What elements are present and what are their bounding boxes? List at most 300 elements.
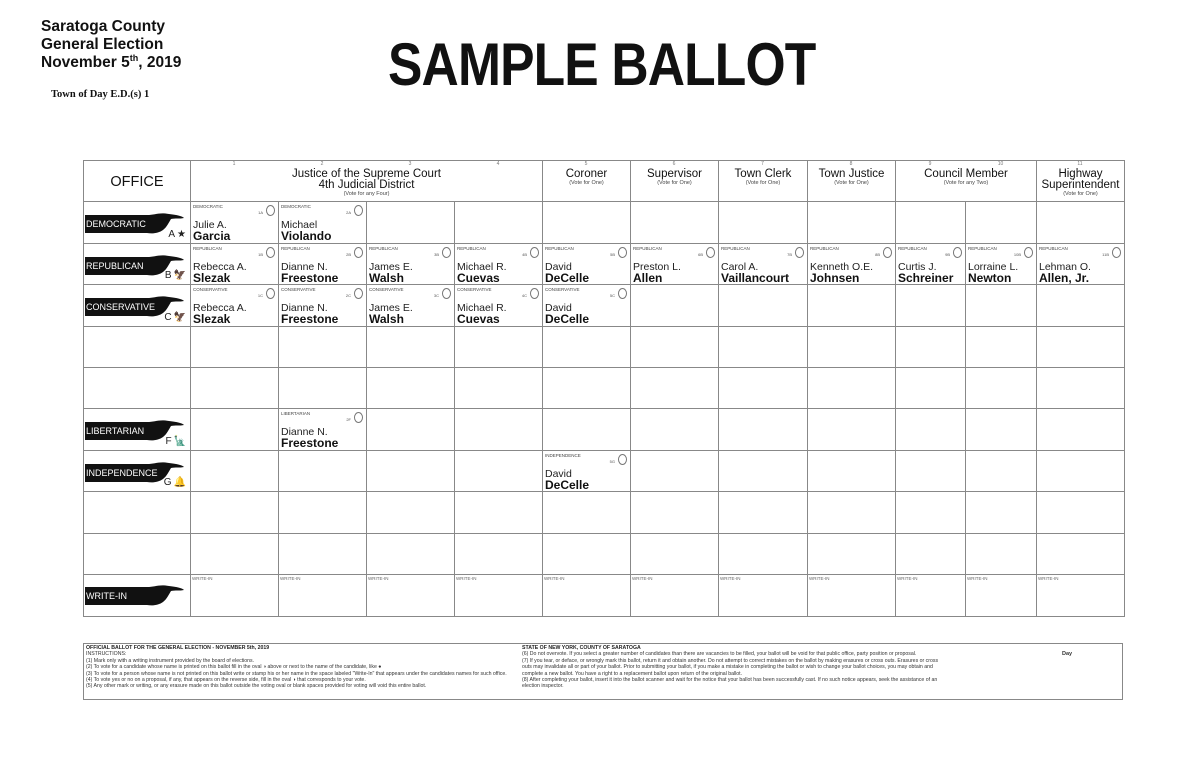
vote-oval[interactable] xyxy=(266,205,275,216)
write-in-cell[interactable] xyxy=(718,575,807,617)
office-column-header: OFFICE xyxy=(110,173,164,190)
ballot-cell xyxy=(895,285,965,326)
candidate-first-name: David xyxy=(545,261,572,273)
candidate-first-name: Dianne N. xyxy=(281,302,328,314)
instructions-right-title: STATE OF NEW YORK, COUNTY OF SARATOGA xyxy=(522,645,641,651)
write-in-label: WRITE-IN xyxy=(809,576,830,581)
write-in-cell[interactable] xyxy=(895,575,965,617)
ballot-cell xyxy=(965,202,1036,243)
ballot-position: 5G xyxy=(609,459,615,464)
candidate-last-name: DeCelle xyxy=(545,271,590,285)
row-letter: F xyxy=(165,436,172,447)
ballot-position: 4C xyxy=(521,293,527,298)
office-name-line2: Superintendent xyxy=(1041,179,1120,191)
instruction-line: (7) If you tear, or deface, or wrongly mark this ballot, return it and obtain another. Do not attempt to correct mistakes on the ballot by making erasures or cross outs. Erasures or cross outs may invalidate all or part of your ballot. Prior to submitting your ballot, if you make a mistake in completing the ballot or wish to change your ballot choices, you may obtain and complete a new ballot. You have a right to a replacement ballot upon return of the original ballot. xyxy=(522,657,939,677)
ballot-cell xyxy=(454,327,542,367)
ballot-cell xyxy=(542,285,630,326)
column-number: 3 xyxy=(408,161,412,167)
party-row-letter xyxy=(165,436,186,447)
candidate-4b xyxy=(455,244,542,284)
candidate-7b xyxy=(719,244,807,284)
ballot-cell xyxy=(1036,244,1124,284)
party-row xyxy=(84,575,1124,617)
ballot-cell xyxy=(630,202,718,243)
candidate-first-name: Lehman O. xyxy=(1039,261,1091,273)
ballot-cell xyxy=(965,534,1036,574)
ballot-cell xyxy=(278,368,366,408)
party-row xyxy=(84,285,1124,327)
candidate-party: REPUBLICAN xyxy=(898,246,927,251)
party-name: CONSERVATIVE xyxy=(86,302,156,312)
candidate-first-name: Preston L. xyxy=(633,261,681,273)
party-name: DEMOCRATIC xyxy=(86,219,146,229)
ballot-cell xyxy=(1036,534,1124,574)
ballot-cell xyxy=(630,534,718,574)
instructions-panel xyxy=(83,643,1123,700)
ballot-cell xyxy=(630,244,718,284)
column-number: 6 xyxy=(672,161,676,167)
office-name: Justice of the Supreme Court xyxy=(292,168,441,180)
column-number: 4 xyxy=(496,161,500,167)
ballot-position: 5C xyxy=(609,293,615,298)
instructions-right xyxy=(522,645,942,690)
ballot-position: 1C xyxy=(257,293,263,298)
candidate-first-name: Curtis J. xyxy=(898,261,937,273)
ballot-position: 10B xyxy=(1013,252,1021,257)
write-in-label: WRITE-IN xyxy=(1038,576,1059,581)
party-label-blank xyxy=(84,492,190,533)
candidate-8b xyxy=(808,244,895,284)
page-title: SAMPLE BALLOT xyxy=(388,31,816,98)
eagle-icon: 🦅 xyxy=(173,312,186,323)
candidate-last-name: Slezak xyxy=(193,312,231,326)
candidate-last-name: Allen xyxy=(633,271,663,285)
ballot-cell xyxy=(1036,492,1124,533)
ballot-cell xyxy=(718,368,807,408)
ballot-cell xyxy=(542,327,630,367)
ballot-cell xyxy=(807,244,895,284)
office-header-0 xyxy=(190,161,542,201)
ballot-cell xyxy=(718,244,807,284)
ballot-position: 2A xyxy=(346,210,351,215)
party-name: WRITE-IN xyxy=(86,591,127,601)
ballot-cell xyxy=(718,409,807,450)
party-name: REPUBLICAN xyxy=(86,261,144,271)
ballot-cell xyxy=(454,492,542,533)
row-letter: A xyxy=(168,229,176,240)
candidate-last-name: Slezak xyxy=(193,271,231,285)
candidate-3b xyxy=(367,244,454,284)
column-number: 2 xyxy=(320,161,324,167)
party-row xyxy=(84,368,1124,409)
party-row xyxy=(84,202,1124,244)
ballot-cell xyxy=(454,409,542,450)
ballot-cell xyxy=(278,534,366,574)
ballot-cell xyxy=(190,202,278,243)
ballot-cell xyxy=(190,409,278,450)
ballot-cell xyxy=(542,368,630,408)
town-name: Day xyxy=(1062,651,1073,657)
star-icon: ★ xyxy=(177,229,186,240)
ballot-cell xyxy=(454,451,542,491)
candidate-first-name: James E. xyxy=(369,302,413,314)
ballot-cell xyxy=(895,534,965,574)
vote-oval[interactable] xyxy=(530,288,539,299)
ballot-cell xyxy=(630,409,718,450)
office-header-4 xyxy=(807,161,895,201)
ballot-cell xyxy=(366,327,454,367)
party-row xyxy=(84,327,1124,368)
ballot-cell xyxy=(807,534,895,574)
office-header-1 xyxy=(542,161,630,201)
candidate-party: REPUBLICAN xyxy=(968,246,997,251)
office-title xyxy=(896,161,1036,187)
office-name: Town Clerk xyxy=(734,168,792,180)
office-header-5 xyxy=(895,161,1036,201)
candidate-first-name: Rebecca A. xyxy=(193,261,247,273)
candidate-1b xyxy=(191,244,278,284)
column-number: 11 xyxy=(1077,161,1083,167)
ballot-position: 5B xyxy=(610,252,615,257)
vote-oval[interactable] xyxy=(530,247,539,258)
row-letter: B xyxy=(164,270,172,281)
party-label-democratic xyxy=(84,202,190,243)
party-row xyxy=(84,492,1124,534)
ballot-position: 1A xyxy=(258,210,263,215)
ballot-cell xyxy=(190,327,278,367)
candidate-1c xyxy=(191,285,278,326)
ballot-cell xyxy=(895,451,965,491)
vote-oval[interactable] xyxy=(266,288,275,299)
ballot-cell xyxy=(630,327,718,367)
party-row-letter xyxy=(168,229,186,240)
column-number: 1 xyxy=(232,161,236,167)
instruction-line: (2) To vote for a candidate whose name is printed on this ballot fill in the oval ◑ above or next to the name of the candidate, like ● xyxy=(86,664,382,671)
office-name-line2: 4th Judicial District xyxy=(318,179,415,191)
ballot-cell xyxy=(278,492,366,533)
candidate-first-name: Kenneth O.E. xyxy=(810,261,874,273)
candidate-last-name: Cuevas xyxy=(457,271,500,285)
ballot-cell xyxy=(630,451,718,491)
write-in-cell[interactable] xyxy=(965,575,1036,617)
vote-oval[interactable] xyxy=(354,412,363,423)
write-in-label: WRITE-IN xyxy=(967,576,988,581)
candidate-last-name: Newton xyxy=(968,271,1012,285)
ballot-cell xyxy=(965,327,1036,367)
ballot-cell xyxy=(895,327,965,367)
ballot-cell xyxy=(965,492,1036,533)
ballot-position: 6B xyxy=(698,252,703,257)
write-in-label: WRITE-IN xyxy=(544,576,565,581)
candidate-last-name: Freestone xyxy=(281,271,339,285)
ballot-cell xyxy=(1036,368,1124,408)
ballot-cell xyxy=(718,202,807,243)
ballot-cell xyxy=(895,368,965,408)
party-label-libertarian xyxy=(84,409,190,450)
ballot-cell xyxy=(630,285,718,326)
office-name: Town Justice xyxy=(818,168,885,180)
vote-oval[interactable] xyxy=(706,247,715,258)
ballot-cell xyxy=(366,451,454,491)
office-header-2 xyxy=(630,161,718,201)
ballot-grid xyxy=(83,160,1125,617)
ballot-position: 4B xyxy=(522,252,527,257)
candidate-last-name: Freestone xyxy=(281,312,339,326)
candidate-last-name: Garcia xyxy=(193,229,231,243)
office-name: Supervisor xyxy=(647,168,702,180)
ballot-cell xyxy=(366,368,454,408)
ballot-cell xyxy=(718,451,807,491)
column-number: 9 xyxy=(928,161,932,167)
ballot-cell xyxy=(278,244,366,284)
candidate-5g xyxy=(543,451,630,491)
ballot-cell xyxy=(965,285,1036,326)
ballot-cell xyxy=(366,534,454,574)
candidate-1a xyxy=(191,202,278,243)
candidate-party: CONSERVATIVE xyxy=(281,287,316,292)
ballot-cell xyxy=(807,368,895,408)
ballot-cell xyxy=(190,534,278,574)
party-row xyxy=(84,409,1124,451)
ballot-position: 2C xyxy=(345,293,351,298)
ballot-cell xyxy=(965,368,1036,408)
ballot-cell xyxy=(718,492,807,533)
election-heading xyxy=(41,18,181,72)
vote-instruction: (Vote for any Four) xyxy=(343,191,390,197)
candidate-party: LIBERTARIAN xyxy=(281,411,311,416)
ballot-cell xyxy=(542,534,630,574)
office-header-3 xyxy=(718,161,807,201)
candidate-first-name: Michael R. xyxy=(457,302,507,314)
column-number: 8 xyxy=(849,161,853,167)
ballot-position: 11B xyxy=(1102,252,1109,257)
write-in-label: WRITE-IN xyxy=(632,576,653,581)
candidate-first-name: Michael xyxy=(281,219,318,231)
candidate-first-name: Julie A. xyxy=(193,219,227,231)
candidate-9b xyxy=(896,244,965,284)
write-in-cell[interactable] xyxy=(190,575,278,617)
candidate-5b xyxy=(543,244,630,284)
ballot-cell xyxy=(190,451,278,491)
write-in-label: WRITE-IN xyxy=(280,576,301,581)
party-label-blank xyxy=(84,327,190,367)
ballot-cell xyxy=(542,451,630,491)
ballot-cell xyxy=(454,534,542,574)
candidate-2c xyxy=(279,285,366,326)
candidate-party: CONSERVATIVE xyxy=(369,287,404,292)
vote-oval[interactable] xyxy=(442,288,451,299)
candidate-last-name: Cuevas xyxy=(457,312,500,326)
ballot-cell xyxy=(630,368,718,408)
instruction-line: (3) To vote for a person whose name is not printed on this ballot write or stamp his or her name in the space labeled "Write-In" that appears under the candidates names for such office. xyxy=(86,670,507,677)
candidate-first-name: Dianne N. xyxy=(281,261,328,273)
vote-instruction: (Vote for any Two) xyxy=(943,180,989,186)
vote-oval[interactable] xyxy=(1024,247,1033,258)
vote-oval[interactable] xyxy=(618,454,627,465)
ballot-cell xyxy=(895,492,965,533)
write-in-label: WRITE-IN xyxy=(368,576,389,581)
office-header-6 xyxy=(1036,161,1124,201)
vote-oval[interactable] xyxy=(266,247,275,258)
candidate-party: REPUBLICAN xyxy=(193,246,222,251)
ballot-cell xyxy=(366,285,454,326)
candidate-last-name: DeCelle xyxy=(545,478,590,492)
district-label: Town of Day E.D.(s) 1 xyxy=(51,89,150,100)
ballot-cell xyxy=(1036,451,1124,491)
office-title xyxy=(191,161,542,198)
ballot-cell xyxy=(807,202,895,243)
candidate-party: REPUBLICAN xyxy=(633,246,662,251)
vote-oval[interactable] xyxy=(354,247,363,258)
instruction-line: (6) Do not overvote. If you select a greater number of candidates than there are vacancies to be filled, your ballot will be void for that public office, party position or proposal. xyxy=(522,651,917,658)
office-header-row xyxy=(84,161,1124,202)
ballot-cell xyxy=(718,327,807,367)
vote-oval[interactable] xyxy=(354,288,363,299)
candidate-last-name: Freestone xyxy=(281,436,339,450)
write-in-label: WRITE-IN xyxy=(897,576,918,581)
candidate-2f xyxy=(279,409,366,450)
ballot-position: 7B xyxy=(787,252,792,257)
ballot-cell xyxy=(278,451,366,491)
party-label-blank xyxy=(84,368,190,408)
vote-oval[interactable] xyxy=(795,247,804,258)
candidate-last-name: Walsh xyxy=(369,312,404,326)
eagle-icon: 🦅 xyxy=(173,270,186,281)
candidate-party: CONSERVATIVE xyxy=(457,287,492,292)
ballot-cell xyxy=(454,368,542,408)
ballot-cell xyxy=(190,492,278,533)
candidate-first-name: David xyxy=(545,468,572,480)
instruction-line: (8) After completing your ballot, insert it into the ballot scanner and wait for the notice that your ballot has been successfully cast. If no such notice appears, seek the assistance of an election inspector. xyxy=(522,677,938,690)
candidate-party: REPUBLICAN xyxy=(545,246,574,251)
vote-oval[interactable] xyxy=(442,247,451,258)
write-in-label: WRITE-IN xyxy=(192,576,213,581)
ballot-cell xyxy=(1036,327,1124,367)
ballot-cell xyxy=(895,244,965,284)
ballot-position: 2F xyxy=(346,417,351,422)
ballot-cell xyxy=(278,409,366,450)
election-date: November 5th, 2019 xyxy=(41,52,182,71)
write-in-cell[interactable] xyxy=(454,575,542,617)
vote-oval[interactable] xyxy=(1112,247,1121,258)
ballot-cell xyxy=(1036,409,1124,450)
write-in-cell[interactable] xyxy=(366,575,454,617)
party-row-letter xyxy=(164,312,186,323)
candidate-10b xyxy=(966,244,1036,284)
party-row xyxy=(84,244,1124,285)
ballot-cell xyxy=(454,244,542,284)
candidate-6b xyxy=(631,244,718,284)
ballot-cell xyxy=(807,492,895,533)
party-name: LIBERTARIAN xyxy=(86,426,145,436)
ballot-cell xyxy=(542,409,630,450)
candidate-last-name: Walsh xyxy=(369,271,404,285)
write-in-cell[interactable] xyxy=(1036,575,1124,617)
candidate-party: REPUBLICAN xyxy=(281,246,310,251)
ballot-cell xyxy=(965,244,1036,284)
ballot-cell xyxy=(278,285,366,326)
candidate-first-name: Dianne N. xyxy=(281,426,328,438)
candidate-party: REPUBLICAN xyxy=(810,246,839,251)
ballot-position: 8B xyxy=(875,252,880,257)
vote-instruction: (Vote for One) xyxy=(745,180,781,186)
ballot-cell xyxy=(542,202,630,243)
party-row xyxy=(84,451,1124,492)
ballot-cell xyxy=(542,244,630,284)
party-label-blank xyxy=(84,534,190,574)
ballot-cell xyxy=(366,244,454,284)
election-name: General Election xyxy=(41,36,164,53)
party-label-conservative xyxy=(84,285,190,326)
party-label-independence xyxy=(84,451,190,491)
candidate-last-name: Vaillancourt xyxy=(721,271,790,285)
party-label-republican xyxy=(84,244,190,284)
candidate-party: DEMOCRATIC xyxy=(281,204,311,209)
vote-oval[interactable] xyxy=(354,205,363,216)
party-row-letter xyxy=(164,477,186,488)
candidate-2b xyxy=(279,244,366,284)
candidate-party: CONSERVATIVE xyxy=(193,287,228,292)
vote-oval[interactable] xyxy=(883,247,892,258)
candidate-last-name: Allen, Jr. xyxy=(1039,271,1090,285)
ballot-cell xyxy=(454,202,542,243)
write-in-cell[interactable] xyxy=(807,575,895,617)
statue-icon: 🗽 xyxy=(173,436,186,447)
ballot-position: 3B xyxy=(434,252,439,257)
ballot-cell xyxy=(190,368,278,408)
vote-instruction: (Vote for One) xyxy=(1063,191,1098,197)
column-number: 7 xyxy=(761,161,764,167)
ballot-cell xyxy=(965,409,1036,450)
instruction-line: (5) Any other mark or writing, or any erasure made on this ballot outside the voting oval or blank spaces provided for voting will void this entire ballot. xyxy=(86,683,427,690)
ballot-cell xyxy=(965,451,1036,491)
party-name: INDEPENDENCE xyxy=(86,468,158,478)
ballot-cell xyxy=(807,409,895,450)
ballot-cell xyxy=(190,285,278,326)
instruction-line: INSTRUCTIONS: xyxy=(86,651,127,658)
ballot-cell xyxy=(718,534,807,574)
ballot-position: 3C xyxy=(433,293,439,298)
write-in-cell[interactable] xyxy=(630,575,718,617)
write-in-cell[interactable] xyxy=(542,575,630,617)
ballot-cell xyxy=(366,492,454,533)
party-label-write-in xyxy=(84,575,190,617)
candidate-last-name: Schreiner xyxy=(898,271,954,285)
county-name: Saratoga County xyxy=(41,18,166,35)
vote-oval[interactable] xyxy=(953,247,962,258)
write-in-label: WRITE-IN xyxy=(720,576,741,581)
ballot-cell xyxy=(366,202,454,243)
ballot-cell xyxy=(278,202,366,243)
candidate-party: REPUBLICAN xyxy=(721,246,750,251)
write-in-cell[interactable] xyxy=(278,575,366,617)
candidate-first-name: James E. xyxy=(369,261,413,273)
ballot-cell xyxy=(807,451,895,491)
instruction-line: (4) To vote yes or no on a proposal, if any, that appears on the reverse side, fill in the oval ◑ that corresponds to your vote. xyxy=(86,677,366,684)
candidate-first-name: Rebecca A. xyxy=(193,302,247,314)
vote-instruction: (Vote for One) xyxy=(834,180,869,186)
row-letter: G xyxy=(163,477,172,488)
vote-oval[interactable] xyxy=(618,247,627,258)
ballot-cell xyxy=(1036,202,1124,243)
candidate-2a xyxy=(279,202,366,243)
ballot-cell xyxy=(807,285,895,326)
vote-oval[interactable] xyxy=(618,288,627,299)
write-in-label: WRITE-IN xyxy=(456,576,477,581)
ballot-position: 9B xyxy=(945,252,950,257)
candidate-last-name: Johnsen xyxy=(810,271,860,285)
candidate-party: INDEPENDENCE xyxy=(545,453,581,458)
